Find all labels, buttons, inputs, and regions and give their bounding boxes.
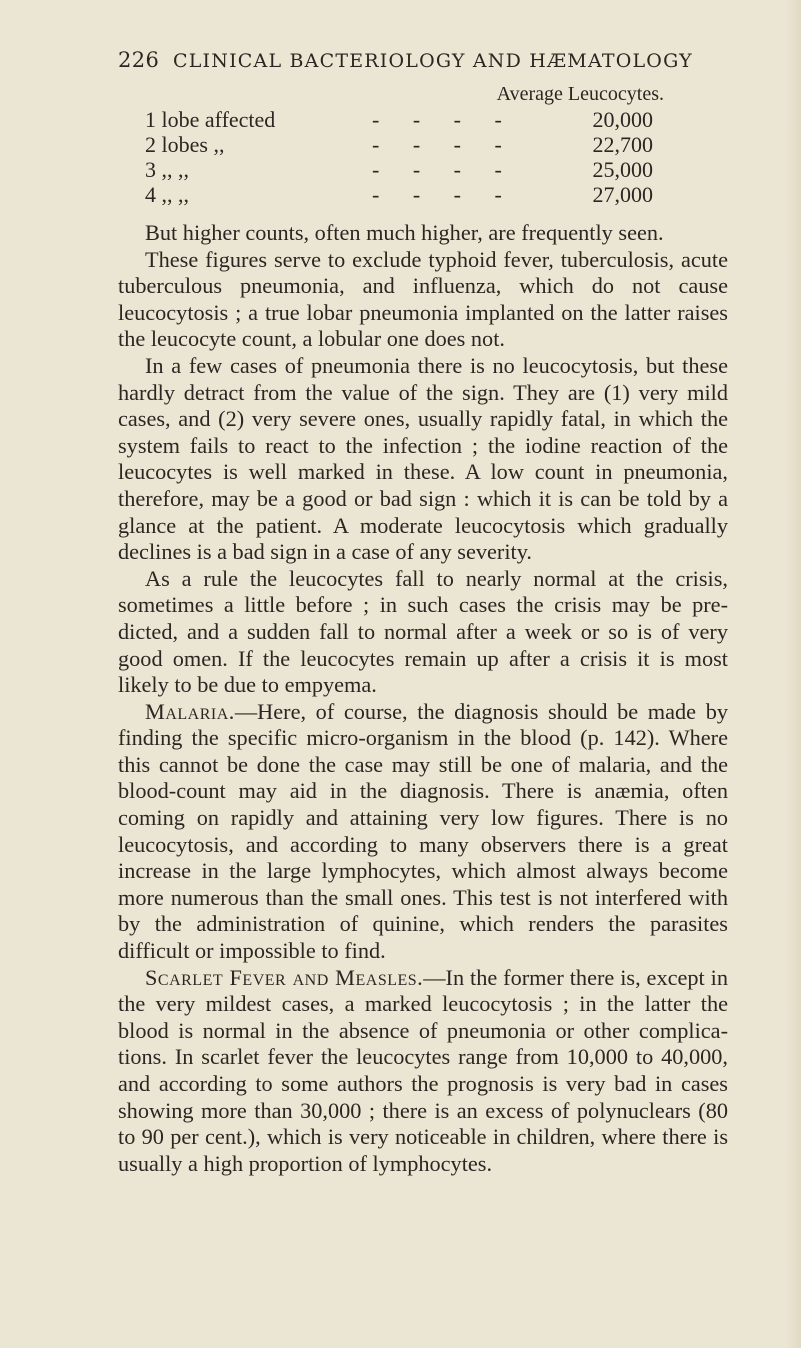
table-row-leader: - - - - (372, 157, 516, 182)
table-row-value: 20,000 (592, 107, 653, 132)
paragraph-text: These figures serve to exclude typhoid fever, tuberculosis, acute tuberculous pneumonia, and influenza, which do not cause leucocytosis ; a true lobar pneumonia implanted on the latter raises the leucocyte count, a lobular one does not. (118, 246, 728, 352)
paragraph (118, 353, 728, 566)
section-heading-scarlet-fever: Scarlet Fever and Measles. (145, 964, 424, 990)
section-heading-malaria: Malaria. (145, 698, 235, 724)
body-text (118, 220, 728, 1177)
page-edge (785, 0, 801, 1348)
page-number: 226 (118, 48, 160, 72)
running-header (118, 48, 718, 72)
table-row-value: 22,700 (592, 132, 653, 157)
paragraph (118, 566, 728, 699)
table-row (145, 157, 665, 182)
paragraph-text: —In the former there is, except in the very mildest cases, a marked leucocytosis ; in the latter the blood is normal in the absence of pneumonia or other complica-tions. In scarlet fever the leucocytes range from 10,000 to 40,000, and according to some authors the prognosis is very bad in cases showing more than 30,000 ; there is an excess of polynuclears (80 to 90 per cent.), which is very noticeable in children, where there is usually a high proportion of lymphocytes. (118, 964, 728, 1176)
paragraph-text: As a rule the leucocytes fall to nearly normal at the crisis, sometimes a little before ; in such cases the crisis may be pre-dicted, and a sudden fall to normal after a week or so is of very good omen. If the leucocytes remain up after a crisis it is most likely to be due to empyema. (118, 565, 728, 698)
table-row (145, 132, 665, 157)
table-row-label: 4 ,, ,, (145, 182, 189, 207)
paragraph (118, 699, 728, 965)
paragraph (118, 247, 728, 353)
table-row-label: 2 lobes ,, (145, 132, 225, 157)
table-row-value: 27,000 (592, 182, 653, 207)
paragraph (118, 220, 728, 247)
table-column-header: Average Leucocytes. (496, 83, 664, 105)
leucocyte-table (145, 82, 665, 207)
table-row-value: 25,000 (592, 157, 653, 182)
paragraph-text: —Here, of course, the diagnosis should be made by finding the specific micro-organism in the blood (p. 142). Where this cannot be done the case may still be one of malaria, and the blood-count may aid in the diagnosis. There is anæmia, often coming on rapidly and attaining very low figures. There is no leucocytosis, and according to many observers there is a great increase in the large lymphocytes, which almost always become more numerous than the small ones. This test is not interfered with by the administration of quinine, which renders the parasites difficult or impossible to find. (118, 698, 728, 964)
paragraph-text: But higher counts, often much higher, are frequently seen. (145, 220, 664, 245)
running-title: CLINICAL BACTERIOLOGY AND HÆMATOLOGY (173, 50, 693, 72)
table-row-label: 3 ,, ,, (145, 157, 189, 182)
paragraph-text: In a few cases of pneumonia there is no leucocytosis, but these hardly detract from the value of the sign. They are (1) very mild cases, and (2) very severe ones, usually rapidly fatal, in which the system fails to react to the infection ; the iodine reaction of the leucocytes is well marked in these. A low count in pneumonia, therefore, may be a good or bad sign : which it is can be told by a glance at the patient. A moderate leucocytosis which gradually declines is a bad sign in a case of any severity. (118, 352, 728, 565)
table-row (145, 182, 665, 207)
table-row-label: 1 lobe affected (145, 107, 276, 132)
table-row-leader: - - - - (372, 132, 516, 157)
paragraph (118, 965, 728, 1178)
table-row-leader: - - - - (372, 182, 516, 207)
table-row (145, 107, 665, 132)
table-row-leader: - - - - (372, 107, 516, 132)
